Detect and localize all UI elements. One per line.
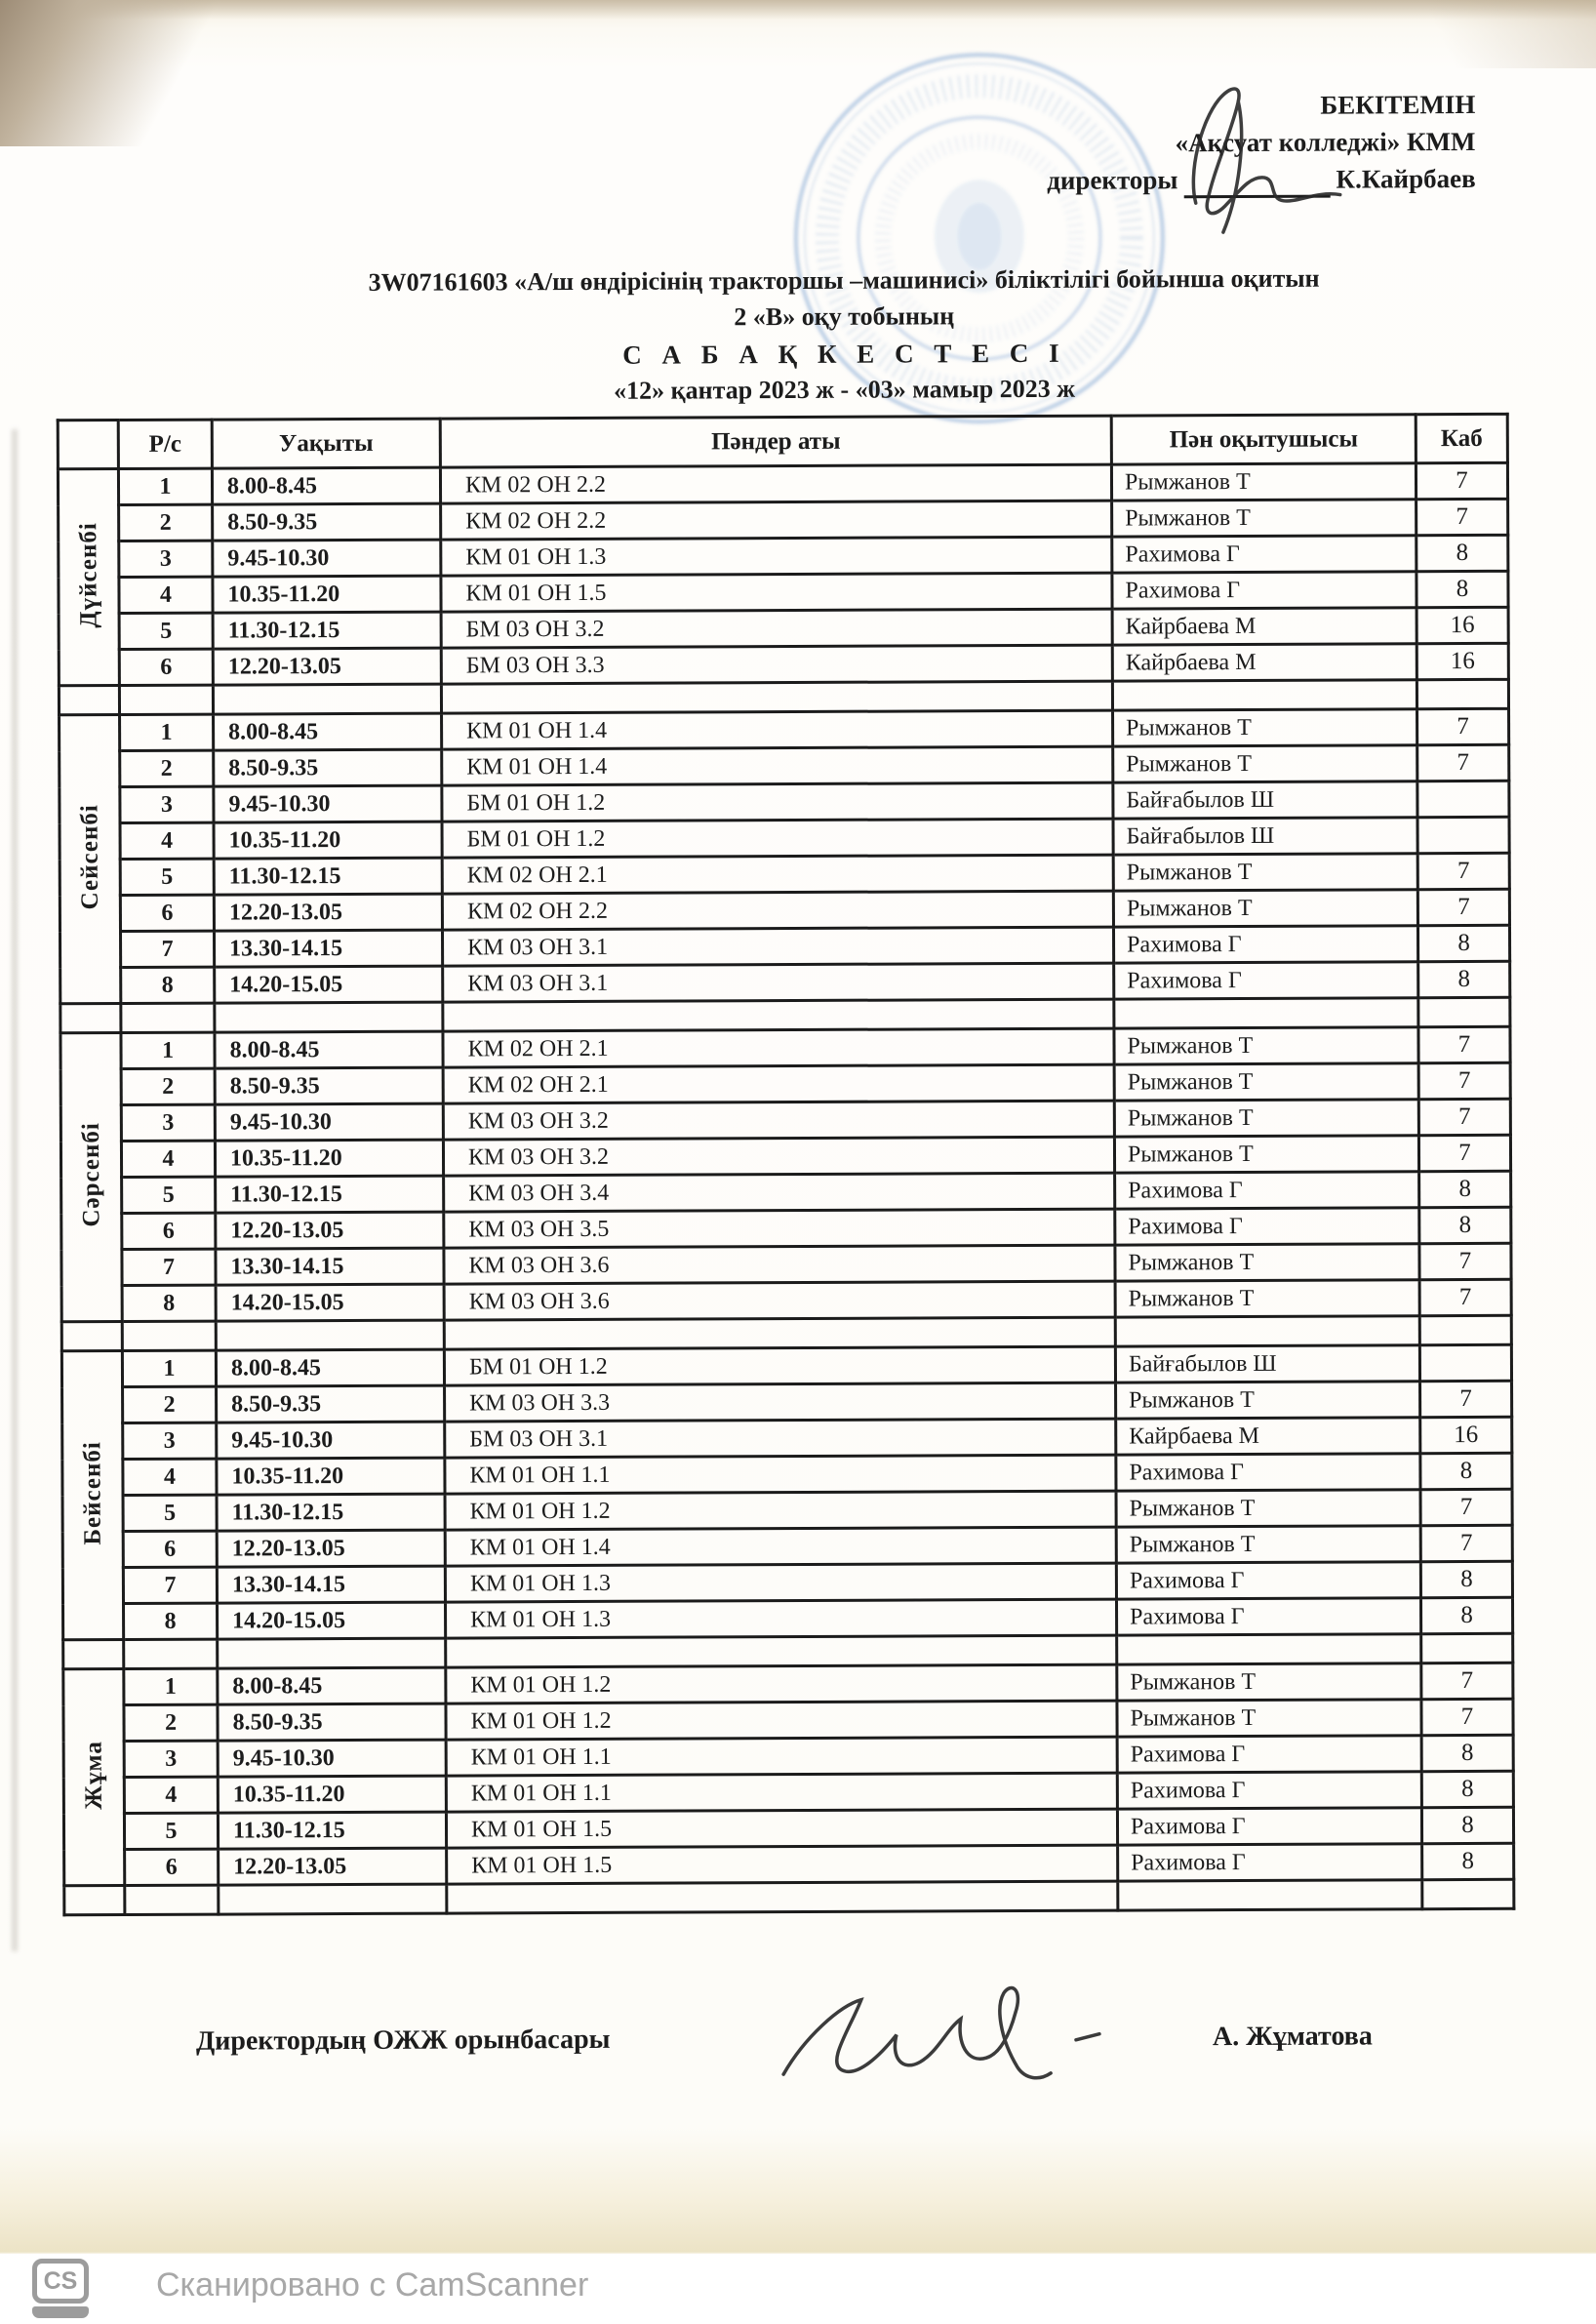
lesson-number: 7: [123, 1567, 217, 1603]
column-header: Р/с: [118, 420, 212, 468]
room-number: 8: [1417, 925, 1509, 961]
lesson-row: [60, 961, 1510, 1003]
empty-cell: [1422, 1879, 1514, 1908]
subject-name: КМ 01 ОН 1.2: [446, 1701, 1117, 1740]
teacher-name: Рахимова Г: [1116, 1454, 1420, 1491]
empty-cell: [443, 999, 1114, 1031]
lesson-time: 11.30-12.15: [218, 1812, 446, 1849]
teacher-name: Рымжанов Т: [1117, 1700, 1421, 1737]
lesson-number: 1: [118, 468, 212, 504]
lesson-row: [61, 1344, 1511, 1386]
approval-line1: БЕКІТЕМІН: [1320, 89, 1476, 120]
subject-name: КМ 02 ОН 2.2: [441, 501, 1112, 540]
empty-cell: [63, 1640, 124, 1669]
teacher-name: Байғабылов Ш: [1115, 1345, 1419, 1382]
lesson-row: [59, 643, 1508, 685]
empty-cell: [215, 1002, 443, 1032]
director-name: К.Кайрбаев: [1336, 163, 1476, 194]
room-number: 7: [1418, 1062, 1510, 1099]
lesson-number: 6: [125, 1849, 219, 1885]
lesson-row: [63, 1807, 1513, 1849]
subject-name: КМ 03 ОН 3.2: [443, 1101, 1114, 1140]
lesson-row: [61, 1279, 1511, 1321]
title-line3: С А Б А Қ К Е С Т Е С І: [622, 338, 1066, 370]
lesson-time: 9.45-10.30: [218, 1740, 446, 1777]
teacher-name: Рымжанов Т: [1113, 854, 1417, 891]
lesson-time: 12.20-13.05: [214, 894, 442, 931]
lesson-time: 14.20-15.05: [218, 1602, 446, 1639]
day-label: Дүйсенбі: [75, 521, 102, 628]
lesson-row: [60, 817, 1509, 859]
teacher-name: Рахимова Г: [1114, 962, 1418, 999]
separator-row: [64, 1879, 1514, 1914]
approval-line3: [1047, 161, 1476, 200]
subject-name: КМ 01 ОН 1.3: [441, 537, 1112, 576]
lesson-row: [60, 925, 1510, 967]
schedule-table: [57, 413, 1516, 1916]
subject-name: БМ 03 ОН 3.1: [445, 1419, 1116, 1458]
subject-name: КМ 01 ОН 1.4: [442, 746, 1113, 785]
empty-cell: [119, 685, 213, 714]
lesson-row: [62, 1489, 1512, 1531]
camscanner-logo-tab: [32, 2306, 89, 2318]
lesson-time: 13.30-14.15: [215, 930, 443, 967]
room-number: 8: [1421, 1771, 1513, 1807]
column-header: Каб: [1416, 414, 1507, 462]
subject-name: КМ 01 ОН 1.3: [446, 1599, 1117, 1638]
empty-cell: [59, 686, 119, 715]
room-number: 7: [1419, 1243, 1511, 1279]
empty-cell: [441, 681, 1112, 713]
teacher-name: Рахимова Г: [1115, 1208, 1419, 1245]
room-number: 8: [1422, 1843, 1514, 1879]
empty-cell: [125, 1885, 219, 1914]
lesson-time: 8.50-9.35: [214, 749, 442, 786]
day-label: Бейсенбі: [79, 1440, 106, 1545]
teacher-name: Рымжанов Т: [1112, 500, 1416, 537]
room-number: 7: [1416, 499, 1508, 535]
lesson-number: 3: [121, 1104, 215, 1141]
lesson-time: 10.35-11.20: [214, 821, 442, 859]
deputy-name: А. Жұматова: [1212, 2021, 1373, 2053]
deputy-role-label: Директордың ОЖЖ орынбасары: [195, 2023, 611, 2057]
subject-name: КМ 01 ОН 1.2: [445, 1491, 1116, 1530]
subject-name: КМ 02 ОН 2.1: [443, 1064, 1114, 1103]
subject-name: КМ 01 ОН 1.4: [445, 1527, 1116, 1566]
lesson-number: 2: [120, 750, 214, 786]
lesson-number: 6: [119, 649, 213, 685]
empty-cell: [124, 1639, 218, 1668]
subject-name: КМ 02 ОН 2.1: [443, 1028, 1114, 1067]
room-number: [1419, 1344, 1511, 1381]
lesson-number: 4: [119, 577, 213, 613]
room-number: 8: [1421, 1735, 1513, 1771]
subject-name: БМ 01 ОН 1.2: [442, 782, 1113, 821]
lesson-time: 10.35-11.20: [218, 1776, 446, 1813]
subject-name: КМ 01 ОН 1.5: [446, 1809, 1117, 1848]
empty-cell: [1114, 998, 1418, 1028]
lesson-row: [63, 1771, 1513, 1813]
lesson-row: [62, 1453, 1512, 1495]
room-number: 7: [1417, 889, 1509, 925]
lesson-time: 9.45-10.30: [214, 785, 442, 822]
lesson-number: 3: [119, 541, 213, 577]
teacher-name: Рахимова Г: [1117, 1772, 1421, 1809]
empty-cell: [1115, 1316, 1419, 1346]
teacher-name: Кайрбаева М: [1116, 1418, 1420, 1455]
subject-name: КМ 01 ОН 1.2: [446, 1664, 1117, 1703]
empty-cell: [444, 1317, 1115, 1349]
lesson-row: [63, 1735, 1513, 1777]
title-line1: 3W07161603 «А/ш өндірісінің тракторшы –машинисі» біліктілігі бойынша оқитын: [368, 263, 1320, 297]
room-number: 8: [1416, 535, 1508, 571]
lesson-time: 12.20-13.05: [219, 1848, 447, 1885]
lesson-time: 11.30-12.15: [217, 1494, 445, 1531]
lesson-row: [60, 853, 1509, 895]
lesson-number: 1: [120, 714, 214, 750]
empty-cell: [61, 1322, 122, 1351]
room-number: [1417, 781, 1509, 817]
title-line2: 2 «В» оқу тобының: [734, 301, 955, 332]
column-header: Уақыты: [212, 419, 440, 468]
lesson-row: [61, 1243, 1511, 1285]
subject-name: БМ 03 ОН 3.3: [441, 645, 1112, 684]
teacher-name: Рахимова Г: [1113, 926, 1417, 963]
lesson-number: 5: [119, 613, 213, 649]
lesson-number: 7: [122, 1249, 216, 1285]
lesson-number: 4: [121, 1141, 215, 1177]
teacher-name: Рахимова Г: [1112, 572, 1416, 609]
deputy-signature: [766, 1978, 1128, 2111]
teacher-name: Байғабылов Ш: [1113, 781, 1417, 819]
room-number: 8: [1416, 571, 1508, 607]
lesson-number: 1: [124, 1668, 218, 1704]
director-signature: [1144, 78, 1350, 240]
lesson-time: 8.50-9.35: [218, 1703, 446, 1741]
teacher-name: Рымжанов Т: [1113, 709, 1417, 746]
lesson-number: 1: [122, 1350, 216, 1386]
lesson-time: 14.20-15.05: [215, 966, 443, 1003]
room-number: 7: [1417, 744, 1509, 781]
subject-name: КМ 03 ОН 3.1: [443, 963, 1114, 1002]
teacher-name: Рымжанов Т: [1114, 1063, 1418, 1101]
room-number: 16: [1416, 607, 1508, 643]
subject-name: КМ 01 ОН 1.4: [442, 710, 1113, 749]
lesson-row: [61, 1171, 1511, 1213]
lesson-time: 12.20-13.05: [217, 1530, 445, 1567]
lesson-time: 11.30-12.15: [214, 858, 442, 895]
room-number: 8: [1419, 1207, 1511, 1243]
lesson-time: 12.20-13.05: [216, 1212, 444, 1249]
lesson-time: 8.00-8.45: [212, 467, 440, 504]
room-number: 7: [1417, 708, 1509, 744]
day-cell: [61, 1351, 123, 1640]
lesson-row: [59, 499, 1508, 541]
subject-name: КМ 03 ОН 3.6: [444, 1281, 1115, 1320]
room-number: 7: [1421, 1699, 1513, 1735]
lesson-number: 2: [123, 1386, 217, 1422]
empty-cell: [219, 1884, 447, 1914]
lesson-number: 5: [122, 1177, 216, 1213]
lesson-time: 9.45-10.30: [213, 540, 441, 577]
teacher-name: Рымжанов Т: [1111, 463, 1416, 501]
lesson-number: 3: [124, 1741, 218, 1777]
lesson-time: 9.45-10.30: [215, 1103, 443, 1141]
teacher-name: Рымжанов Т: [1115, 1244, 1419, 1281]
subject-name: КМ 03 ОН 3.4: [444, 1173, 1115, 1212]
lesson-number: 6: [123, 1531, 217, 1567]
lesson-row: [63, 1597, 1513, 1639]
lesson-time: 10.35-11.20: [217, 1458, 445, 1495]
lesson-number: 2: [119, 504, 213, 541]
lesson-time: 13.30-14.15: [217, 1566, 445, 1603]
lesson-time: 8.50-9.35: [217, 1385, 445, 1422]
room-number: [1417, 817, 1509, 853]
camscanner-bar: [0, 2254, 1596, 2324]
empty-cell: [64, 1886, 125, 1915]
subject-name: КМ 03 ОН 3.6: [444, 1245, 1115, 1284]
day-cell: [60, 715, 121, 1004]
teacher-name: Рымжанов Т: [1113, 745, 1417, 782]
lesson-row: [64, 1843, 1514, 1885]
subject-name: КМ 02 ОН 2.1: [442, 855, 1113, 894]
lesson-row: [59, 571, 1508, 613]
day-column-header: [58, 421, 118, 469]
lesson-number: 8: [122, 1285, 216, 1321]
subject-name: КМ 02 ОН 2.2: [442, 891, 1113, 930]
teacher-name: Рахимова Г: [1116, 1598, 1420, 1635]
empty-cell: [1117, 1634, 1421, 1664]
lesson-row: [62, 1381, 1512, 1422]
lesson-time: 10.35-11.20: [213, 576, 441, 613]
approval-role: директоры: [1047, 164, 1178, 195]
empty-cell: [1118, 1880, 1422, 1910]
subject-name: КМ 02 ОН 2.2: [440, 464, 1111, 503]
lesson-row: [60, 744, 1509, 786]
lesson-number: 3: [120, 786, 214, 822]
teacher-name: Рымжанов Т: [1117, 1663, 1421, 1701]
room-number: 7: [1417, 853, 1509, 889]
teacher-name: Рымжанов Т: [1115, 1280, 1419, 1317]
subject-name: КМ 01 ОН 1.1: [446, 1773, 1117, 1812]
schedule-head: [58, 414, 1507, 468]
footer: [5, 1975, 1596, 2118]
header-row: [58, 414, 1507, 468]
room-number: 7: [1420, 1525, 1512, 1561]
lesson-number: 2: [121, 1068, 215, 1104]
lesson-row: [60, 708, 1509, 750]
teacher-name: Рымжанов Т: [1114, 1027, 1418, 1064]
teacher-name: Рахимова Г: [1116, 1562, 1420, 1599]
teacher-name: Рахимова Г: [1117, 1808, 1421, 1845]
lesson-row: [60, 889, 1509, 931]
day-cell: [60, 1033, 122, 1322]
teacher-name: Кайрбаева М: [1112, 644, 1416, 681]
teacher-name: Кайрбаева М: [1112, 608, 1416, 645]
lesson-time: 12.20-13.05: [213, 648, 441, 685]
subject-name: КМ 01 ОН 1.3: [445, 1563, 1116, 1602]
subject-name: КМ 01 ОН 1.1: [446, 1737, 1117, 1776]
lesson-number: 4: [120, 822, 214, 859]
lesson-time: 8.00-8.45: [216, 1349, 444, 1386]
teacher-name: Рымжанов Т: [1116, 1382, 1420, 1419]
teacher-name: Рымжанов Т: [1113, 890, 1417, 927]
empty-cell: [446, 1635, 1117, 1667]
lesson-number: 3: [123, 1422, 217, 1459]
subject-name: КМ 03 ОН 3.3: [445, 1382, 1116, 1422]
subject-name: КМ 01 ОН 1.5: [441, 573, 1112, 612]
subject-name: БМ 01 ОН 1.2: [442, 819, 1113, 858]
lesson-time: 14.20-15.05: [216, 1284, 444, 1321]
teacher-name: Рымжанов Т: [1116, 1526, 1420, 1563]
room-number: 8: [1420, 1597, 1512, 1633]
column-header: Пән оқытушысы: [1111, 415, 1416, 464]
lesson-number: 8: [121, 967, 215, 1003]
lesson-row: [60, 1099, 1510, 1141]
lesson-time: 8.50-9.35: [215, 1067, 443, 1104]
day-cell: [58, 469, 119, 686]
lesson-time: 8.50-9.35: [213, 503, 441, 541]
day-label: Сейсенбі: [76, 803, 103, 910]
lesson-row: [62, 1417, 1512, 1459]
lesson-number: 6: [120, 895, 214, 931]
subject-name: КМ 01 ОН 1.1: [445, 1455, 1116, 1494]
room-number: 7: [1419, 1279, 1511, 1315]
teacher-name: Рахимова Г: [1118, 1844, 1422, 1881]
teacher-name: Рымжанов Т: [1114, 1100, 1418, 1137]
title-line4: «12» қантар 2023 ж - «03» мамыр 2023 ж: [614, 374, 1076, 405]
subject-name: БМ 03 ОН 3.2: [441, 609, 1112, 648]
lesson-number: 2: [124, 1704, 218, 1741]
room-number: 7: [1418, 1135, 1510, 1171]
lesson-number: 5: [120, 859, 214, 895]
subject-name: КМ 03 ОН 3.1: [442, 927, 1113, 966]
empty-cell: [121, 1003, 215, 1032]
teacher-name: Байғабылов Ш: [1113, 818, 1417, 855]
lesson-row: [60, 1026, 1510, 1068]
teacher-name: Рымжанов Т: [1114, 1136, 1418, 1173]
subject-name: БМ 01 ОН 1.2: [444, 1346, 1115, 1385]
empty-cell: [1418, 997, 1510, 1026]
column-header: Пәндер аты: [440, 416, 1111, 467]
lesson-number: 6: [122, 1213, 216, 1249]
empty-cell: [1112, 680, 1416, 710]
lesson-time: 9.45-10.30: [217, 1422, 445, 1459]
room-number: 16: [1420, 1417, 1512, 1453]
lesson-row: [59, 607, 1508, 649]
day-cell: [63, 1669, 125, 1886]
room-number: 7: [1421, 1663, 1513, 1699]
lesson-number: 7: [121, 931, 215, 967]
teacher-name: Рымжанов Т: [1116, 1490, 1420, 1527]
subject-name: КМ 03 ОН 3.5: [444, 1209, 1115, 1248]
room-number: 7: [1418, 1099, 1510, 1135]
lesson-row: [62, 1525, 1512, 1567]
day-label: Жұма: [80, 1740, 107, 1810]
lesson-row: [60, 1135, 1510, 1177]
lesson-row: [63, 1699, 1513, 1741]
camscanner-logo-icon: [32, 2259, 89, 2319]
lesson-number: 8: [124, 1603, 218, 1639]
empty-cell: [122, 1321, 216, 1350]
lesson-row: [60, 1062, 1510, 1104]
room-number: 7: [1418, 1026, 1510, 1062]
lesson-time: 8.00-8.45: [214, 713, 442, 750]
lesson-time: 11.30-12.15: [216, 1176, 444, 1213]
lesson-time: 8.00-8.45: [215, 1031, 443, 1068]
subject-name: КМ 03 ОН 3.2: [443, 1137, 1114, 1176]
lesson-number: 4: [123, 1459, 217, 1495]
room-number: 8: [1419, 1171, 1511, 1207]
room-number: 7: [1420, 1381, 1512, 1417]
lesson-number: 5: [123, 1495, 217, 1531]
room-number: 7: [1416, 462, 1507, 499]
empty-cell: [447, 1881, 1118, 1913]
room-number: 7: [1420, 1489, 1512, 1525]
lesson-row: [62, 1561, 1512, 1603]
lesson-number: 1: [121, 1032, 215, 1068]
lesson-time: 13.30-14.15: [216, 1248, 444, 1285]
teacher-name: Рахимова Г: [1112, 536, 1416, 573]
camscanner-logo-text: CS: [32, 2259, 89, 2304]
lesson-number: 5: [124, 1813, 218, 1849]
room-number: 16: [1416, 643, 1508, 679]
lesson-time: 11.30-12.15: [213, 612, 441, 649]
signature-line: [1183, 168, 1330, 199]
room-number: 8: [1421, 1807, 1513, 1843]
subject-name: КМ 01 ОН 1.5: [447, 1845, 1118, 1884]
empty-cell: [1416, 679, 1508, 708]
teacher-name: Рахимова Г: [1115, 1172, 1419, 1209]
approval-line2: «Ақсуат колледжі» КММ: [1175, 126, 1476, 158]
lesson-row: [61, 1207, 1511, 1249]
room-number: 8: [1420, 1561, 1512, 1597]
empty-cell: [1419, 1315, 1511, 1344]
day-label: Сәрсенбі: [77, 1122, 105, 1227]
lesson-row: [63, 1663, 1513, 1704]
room-number: 8: [1418, 961, 1510, 997]
lesson-time: 8.00-8.45: [218, 1667, 446, 1704]
room-number: 8: [1420, 1453, 1512, 1489]
camscanner-label: Сканировано с CamScanner: [156, 2266, 589, 2304]
lesson-row: [58, 462, 1507, 504]
teacher-name: Рахимова Г: [1117, 1736, 1421, 1773]
empty-cell: [213, 684, 441, 714]
lesson-row: [60, 781, 1509, 822]
empty-cell: [216, 1320, 444, 1350]
schedule-body: [58, 462, 1513, 1914]
empty-cell: [218, 1638, 446, 1668]
empty-cell: [60, 1004, 121, 1033]
approval-block: [1047, 87, 1476, 199]
lesson-row: [59, 535, 1508, 577]
empty-cell: [1421, 1633, 1513, 1663]
lesson-time: 10.35-11.20: [215, 1140, 443, 1177]
document-title: [93, 260, 1596, 412]
lesson-number: 4: [124, 1777, 218, 1813]
